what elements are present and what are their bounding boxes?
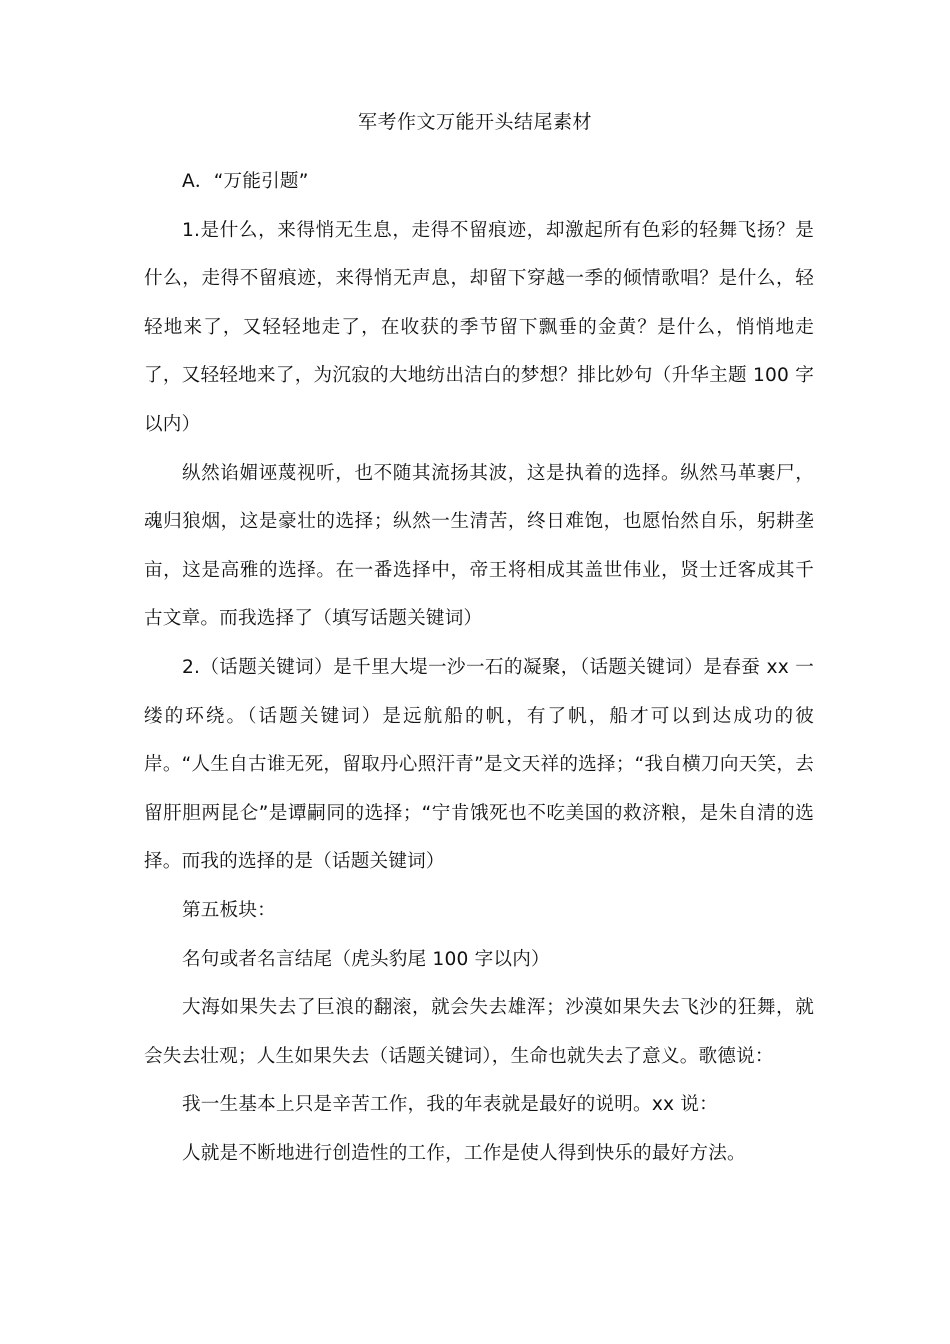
paragraph-2: 纵然谄媚诬蔑视听，也不随其流扬其波，这是执着的选择。纵然马革裹尸，魂归狼烟，这是豪壮的选择；纵然一生清苦，终日难饱，也愿怡然自乐，躬耕垄亩，这是高雅的选择。在一番选择中，帝王将相成其盖世伟业，贤士迁客成其千古文章。而我选择了（填写话题关键词） [144, 462, 814, 630]
paragraph-4: 大海如果失去了巨浪的翻滚，就会失去雄浑；沙漠如果失去飞沙的狂舞，就会失去壮观；人生如果失去（话题关键词），生命也就失去了意义。歌德说： [144, 997, 814, 1067]
paragraph-1: 1.是什么，来得悄无生息，走得不留痕迹，却激起所有色彩的轻舞飞扬？是什么，走得不留痕迹，来得悄无声息，却留下穿越一季的倾情歌唱？是什么，轻轻地来了，又轻轻地走了，在收获的季节留下飘垂的金黄？是什么，悄悄地走了，又轻轻地来了，为沉寂的大地纺出洁白的梦想？排比妙句（升华主题 100 字以内） [144, 219, 814, 435]
paragraph-section-five-subheading: 名句或者名言结尾（虎头豹尾 100 字以内） [182, 948, 550, 970]
document-title: 军考作文万能开头结尾素材 [357, 111, 592, 133]
paragraph-quote-goethe: 我一生基本上只是辛苦工作，我的年表就是最好的说明。xx 说： [182, 1094, 718, 1116]
paragraph-quote-xx: 人就是不断地进行创造性的工作，工作是使人得到快乐的最好方法。 [182, 1142, 746, 1164]
paragraph-3: 2.（话题关键词）是千里大堤一沙一石的凝聚，（话题关键词）是春蚕 xx 一缕的环绕。（话题关键词）是远航船的帆，有了帆，船才可以到达成功的彼岸。“人生自古谁无死，留取丹心照汗青”是文天祥的选择；“我自横刀向天笑，去留肝胆两昆仑”是谭嗣同的选择；“宁肯饿死也不吃美国的救济粮，是朱自清的选择。而我的选择的是（话题关键词） [144, 656, 814, 873]
document-body [144, 158, 814, 1178]
paragraph-section-five-heading: 第五板块： [182, 899, 276, 921]
paragraph-section-a-heading: A．“万能引题” [182, 171, 309, 192]
